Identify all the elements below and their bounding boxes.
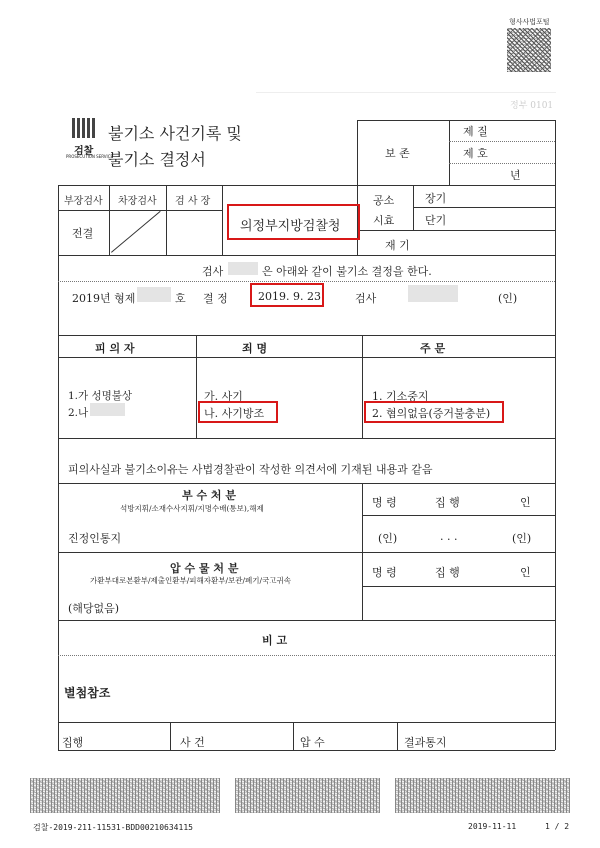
- qr-code: [507, 28, 551, 72]
- attached-h3: 인: [520, 496, 531, 509]
- attached-h2: 집 행: [435, 496, 460, 509]
- case-number-suffix: 호: [175, 292, 186, 305]
- attached-seal2: (인): [512, 532, 532, 545]
- footer-seized: 압 수: [300, 736, 325, 749]
- decision-date-highlight: [250, 283, 324, 307]
- seized-h2: 집 행: [435, 566, 460, 579]
- attached-title: 부 수 처 분: [182, 489, 236, 502]
- logo-sub: PROSECUTION SERVICE: [66, 154, 114, 159]
- faint-stamp: 정부 0101: [510, 101, 554, 111]
- footer-result: 결과통지: [404, 736, 447, 749]
- seized-sub: 가환부대로본환부/제출인환부/피해자환부/보관/폐기/국고귀속: [90, 576, 292, 585]
- logo-icon: [72, 118, 96, 138]
- order-1: 1. 기소중지: [372, 390, 429, 403]
- decision-label: 결 정: [203, 292, 228, 305]
- case-number-prefix: 2019년 형제: [72, 292, 136, 305]
- reprosecute-label: 재 기: [385, 239, 410, 252]
- footer-doc-id: 검찰-2019-211-11531-BDD00210634115: [33, 823, 193, 832]
- charge-2-highlight: [198, 401, 278, 423]
- footer-date: 2019-11-11: [468, 822, 517, 831]
- barcode-band-2: [235, 778, 380, 813]
- attached-dots: . . .: [440, 530, 458, 543]
- order-2-highlight: [364, 401, 504, 423]
- title-line1: 불기소 사건기록 및: [108, 124, 242, 143]
- approval-head: 검 사 장: [175, 196, 211, 207]
- title-line2: 불기소 결정서: [108, 150, 206, 169]
- redacted-prosecutor-name: [228, 262, 258, 275]
- approval-delegated: 전결: [72, 227, 94, 240]
- preserve-vol: 제 질: [463, 125, 488, 138]
- attached-seal1: (인): [378, 532, 398, 545]
- seized-title: 압 수 물 처 분: [170, 562, 239, 575]
- attached-sub: 석방지휘/소재수사지휘/지명수배(통보),해제: [120, 504, 264, 513]
- seized-value: (해당없음): [68, 602, 120, 615]
- decision-date: 2019. 9. 23.: [258, 290, 325, 303]
- preserve-no: 제 호: [463, 147, 488, 160]
- decision-prefix: 검사: [202, 265, 224, 278]
- footer-page: 1 / 2: [545, 822, 570, 831]
- suspect-2: 2.나: [68, 407, 89, 419]
- logo-text: 검찰: [74, 146, 94, 157]
- header-order: 주 문: [420, 342, 446, 355]
- redacted-prosecutor: [408, 285, 458, 302]
- header-charge: 죄 명: [242, 342, 268, 355]
- seized-h1: 명 령: [372, 566, 397, 579]
- statute-label1: 공소: [373, 194, 395, 207]
- header-suspect: 피 의 자: [95, 342, 135, 355]
- approval-chief: 부장검사: [64, 196, 103, 207]
- order-2: 2. 혐의없음(증거불충분): [372, 407, 491, 420]
- prosecutor-seal: (인): [498, 292, 518, 305]
- office-name-highlight: [227, 204, 360, 240]
- remarks-title: 비 고: [262, 634, 288, 647]
- footer-exec: 집행: [62, 736, 84, 749]
- statute-short: 단기: [425, 214, 447, 227]
- decision-suffix: 은 아래와 같이 불기소 결정을 한다.: [262, 265, 432, 278]
- facts-note: 피의사실과 불기소이유는 사법경찰관이 작성한 의견서에 기재된 내용과 같음: [68, 463, 433, 476]
- statute-long: 장기: [425, 192, 447, 205]
- footer-case: 사 건: [180, 736, 205, 749]
- charge-1: 가. 사기: [204, 390, 243, 403]
- attached-value: 진정인통지: [68, 532, 122, 545]
- prosecutor-label: 검사: [355, 292, 377, 305]
- redacted-suspect-2: [90, 403, 125, 416]
- charge-2: 나. 사기방조: [204, 407, 265, 420]
- remarks-body: 별첨참조: [64, 686, 111, 700]
- approval-deputy: 차장검사: [118, 196, 157, 207]
- portal-label: 형사사법포털: [509, 18, 550, 26]
- preserve-year: 년: [510, 169, 521, 182]
- redacted-case-number: [137, 287, 171, 302]
- statute-label2: 시효: [373, 214, 395, 227]
- attached-h1: 명 령: [372, 496, 397, 509]
- suspect-1: 1.가 성명불상: [68, 390, 133, 402]
- office-name: 의정부지방검찰청: [240, 219, 341, 234]
- preserve-label: 보 존: [385, 147, 410, 160]
- barcode-band-3: [395, 778, 570, 813]
- seized-h3: 인: [520, 566, 531, 579]
- barcode-band-1: [30, 778, 220, 813]
